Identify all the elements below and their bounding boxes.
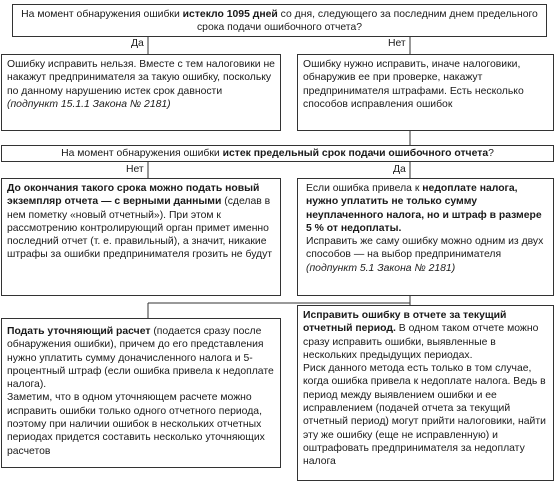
right-box-3-para-2 (303, 362, 548, 468)
top-question-post: со дня, следующего за последним днем предельного срока подачи ошибочного отчета? (196, 9, 538, 34)
right-box-current-period (297, 305, 554, 481)
right-box-3-p2-text: Риск данного метода есть только в том случае, когда ошибка привела к недоплате налога. Ведь в период между выявлением ошибки и ее исправлением (подачей отчета за текущий отчетный период) могут прийти налоговики, найти эту же ошибку (еще не исправленную) и оштрафовать предпринимателя за недоплату налога (303, 363, 546, 468)
mid-question-pre: На момент обнаружения ошибки (61, 148, 223, 159)
right-box-must-fix (297, 54, 554, 131)
right-box-1-text: Ошибку нужно исправить, иначе налоговики, обнаружив ее при проверке, накажут предпринимателя штрафами. Есть несколько способов исправления ошибок (303, 59, 524, 110)
top-question-bold: истекло 1095 дней (182, 9, 278, 20)
left-box-1-text: Ошибку исправить нельзя. Вместе с тем налоговики не накажут предпринимателя за такую ошибку, поскольку по данному нарушению истек срок давности (7, 59, 275, 97)
left-box-statute-expired (1, 54, 281, 131)
left-box-2-bold: До окончания такого срока можно подать новый экземпляр отчета — с верными данными (7, 183, 260, 208)
right-box-2-para-2 (306, 235, 548, 275)
left-box-3-bold: Подать уточняющий расчет (7, 326, 151, 337)
label-top-yes: Да (131, 38, 144, 49)
right-box-2-law-ref: (подпункт 5.1 Закона № 2181) (306, 262, 456, 274)
mid-question-post: ? (488, 148, 494, 159)
top-question-pre: На момент обнаружения ошибки (21, 9, 183, 20)
left-box-clarifying-calc (1, 318, 281, 468)
right-box-2-p1-bold: недоплате налога, нужно уплатить не только сумму неуплаченного налога, но и штраф в размере 5 % от недоплаты. (306, 183, 542, 234)
right-box-3-p1-text: В одном таком отчете можно сразу исправить ошибки, выявленные в нескольких предыдущих периодах. (303, 323, 539, 361)
left-box-3-p2-text: Заметим, что в одном уточняющем расчете можно исправить ошибки только одного отчетного периода, поэтому при наличии ошибок в нескольких отчетных периодах придется составить несколько уточняющих расчетов (7, 392, 265, 457)
left-box-1-law-ref: (подпункт 15.1.1 Закона № 2181) (7, 98, 171, 110)
top-question-box (12, 4, 547, 37)
mid-question-bold: истек предельный срок подачи ошибочного отчета (222, 148, 489, 159)
left-box-new-report (1, 178, 281, 296)
label-mid-yes: Да (393, 164, 406, 175)
right-box-2-p2-text: Исправить же саму ошибку можно одним из двух способов — на выбор предпринимателя (306, 236, 544, 261)
mid-question-box (1, 145, 554, 162)
right-box-3-para-1 (303, 309, 548, 362)
label-top-no: Нет (388, 38, 406, 49)
right-box-underpayment (297, 178, 554, 296)
label-mid-no: Нет (126, 164, 144, 175)
right-box-3-bold: Исправить ошибку в отчете за текущий отчетный период. (303, 310, 507, 335)
left-box-3-para-1 (7, 325, 275, 391)
left-box-3-p1-text: (подается сразу после обнаружения ошибки), причем до его представления нужно уплатить сумму доначисленного налога и 5-процентный штраф (если ошибка привела к недоплате налога). (7, 326, 274, 391)
left-box-3-para-2 (7, 391, 275, 457)
left-box-2-text: (сделав в нем пометку «новый отчетный»). При этом к рассмотрению контролирующий орган примет именно последний отчет (т. е. правильный), а значит, никакие штрафы за ошибки предпринимателя грозить не будут (7, 196, 273, 261)
right-box-2-p1-pre: Если ошибка привела к (306, 183, 423, 194)
right-box-2-para-1 (306, 182, 548, 235)
